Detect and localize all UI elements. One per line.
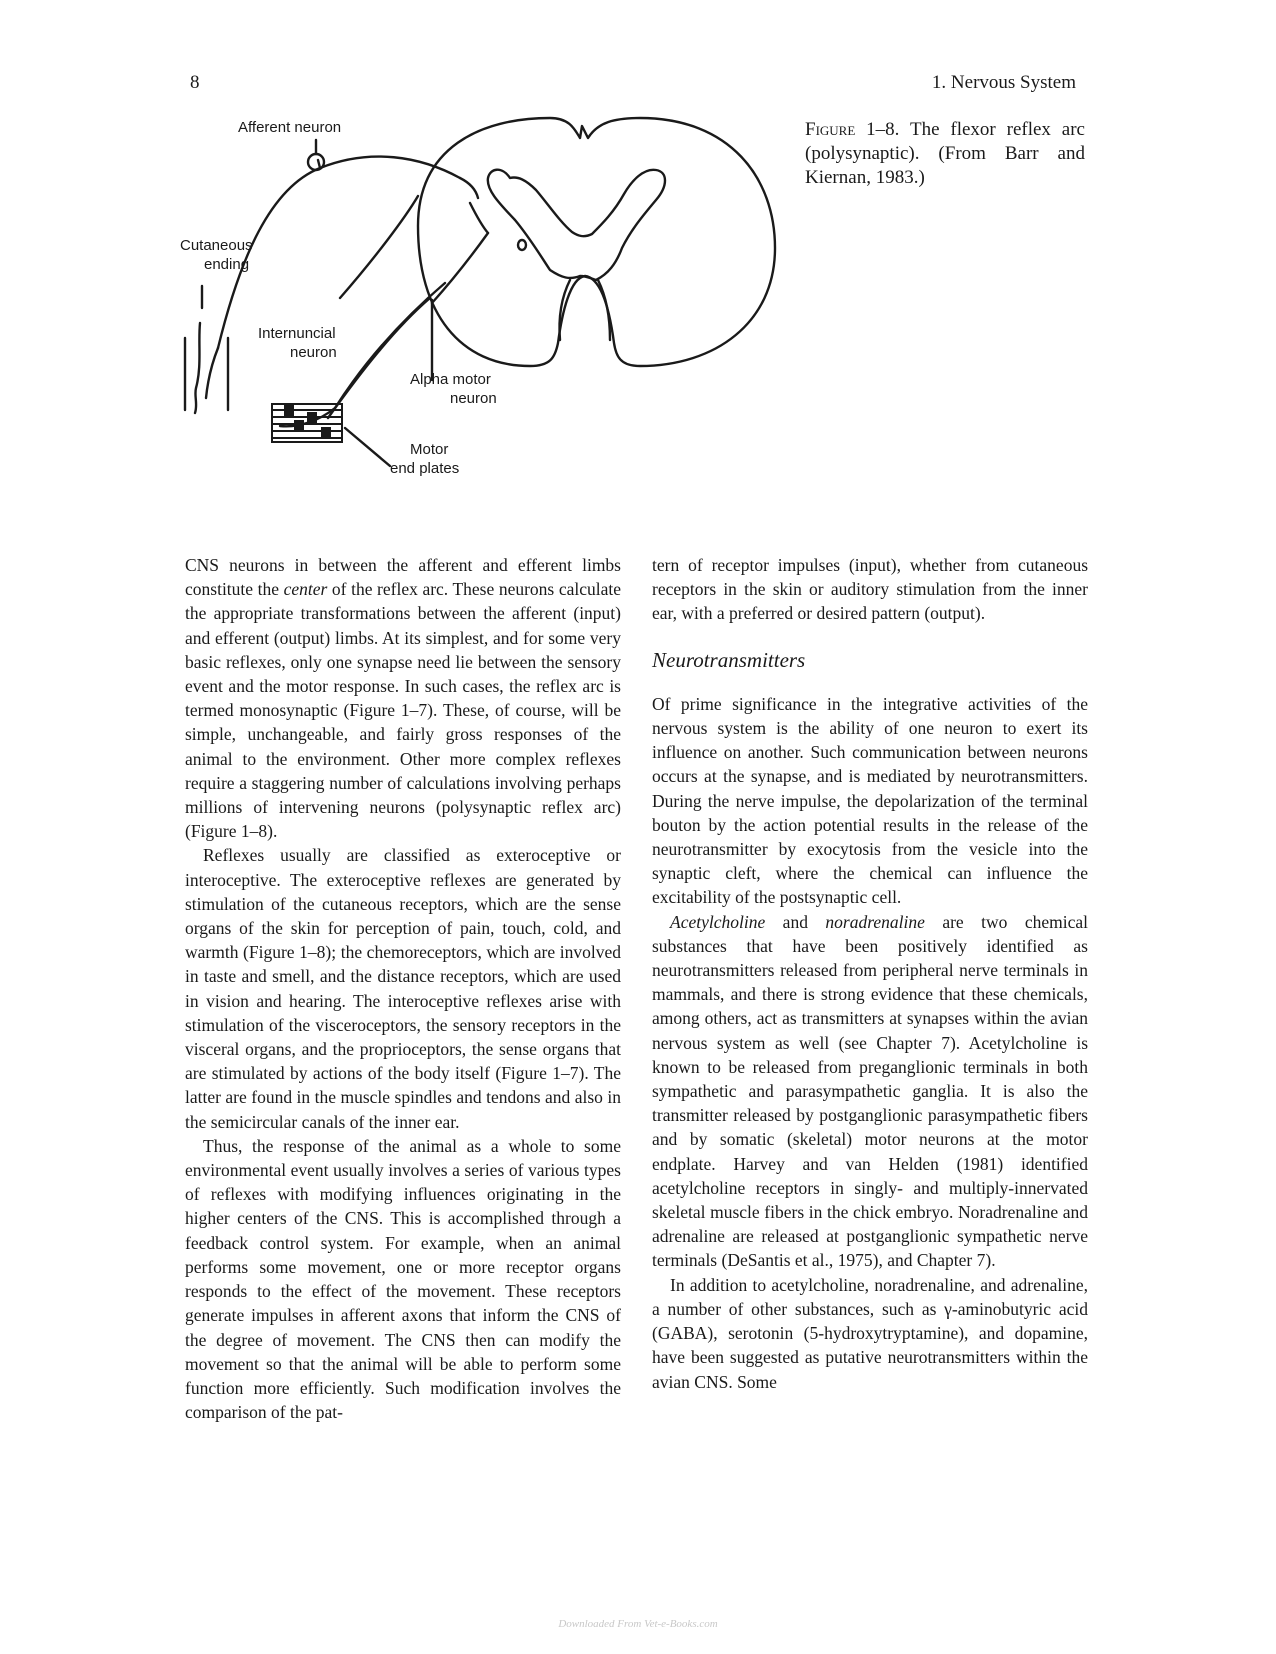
grey-matter [488,170,665,280]
caption-label: Figure 1–8. [805,119,900,140]
paragraph: Of prime significance in the integrative activities of the nervous system is the ability of one neuron to exert its influence on another. Such communication between neurons occurs at the synapse, and is mediated by neurotransmitters. During the nerve impulse, the depolarization of the terminal bouton by the action potential results in the release of the neurotransmitter by exocytosis from the vesicle into the synaptic cleft, where the chemical can influence the excitability of the postsynaptic cell. [652,693,1088,908]
section-heading: Neurotransmitters [652,647,806,672]
central-canal [518,240,526,250]
label-cutaneous-1: Cutaneous [180,237,253,254]
label-afferent-neuron: Afferent neuron [238,119,342,136]
reflex-arc-figure [170,108,810,528]
paragraph: Thus, the response of the animal as a whole to some environmental event usually involves a series of various types of reflexes with modifying influences originating in the higher centers of the CNS. This is accomplished through a feedback control system. For example, when an animal performs some movement, one or more receptor organs responds to the effect of the movement. These receptors generate impulses in afferent axons that inform the CNS of the degree of movement. The CNS then can modify the movement so that the animal will be able to perform some function more efficiently. Such modification involves the comparison of the pat- [185,1135,621,1423]
label-alpha-1: Alpha motor [410,371,491,388]
caption-text: The flexor reflex arc (polysynaptic). (From Barr and Kiernan, 1983.) [805,119,1085,188]
figure-caption [805,118,1085,190]
page-number: 8 [190,72,200,93]
label-motor-1: Motor [410,441,449,458]
label-internuncial-2: neuron [290,344,337,361]
internuncial-connection [470,203,488,233]
paragraph: tern of receptor impulses (input), whether from cutaneous receptors in the skin or auditory stimulation from the inner ear, with a preferred or desired pattern (output). [652,555,1088,624]
watermark: Downloaded From Vet-e-Books.com [558,1618,718,1630]
right-column [652,553,1088,1394]
paragraph: CNS neurons in between the afferent and efferent limbs constitute the center of the reflex arc. These neurons calculate the appropriate transformations between the afferent (input) and efferent (output) limbs. At its simplest, and for some very basic reflexes, only one synapse need lie between the sensory event and the motor response. In such cases, the reflex arc is termed monosynaptic (Figure 1–7). These, of course, will be simple, unchangeable, and fairly gross responses of the animal to the environment. Other more complex reflexes require a staggering number of calculations involving perhaps millions of intervening neurons (polysynaptic reflex arc) (Figure 1–8). [185,555,621,842]
afferent-cell-body [308,154,324,170]
label-internuncial-1: Internuncial [258,325,336,342]
alpha-motor-axon [335,283,445,408]
left-column [185,553,621,1424]
spinal-cord-outline [418,118,775,366]
label-alpha-2: neuron [450,390,497,407]
label-motor-2: end plates [390,460,460,477]
label-cutaneous-2: ending [204,256,250,273]
paragraph: Reflexes usually are classified as exteroceptive or interoceptive. The exteroceptive reflexes are generated by stimulation of the cutaneous receptors, which are the sense organs of the skin for perception of pain, touch, cold, and warmth (Figure 1–8); the chemoreceptors, which are involved in taste and smell, and the distance receptors, which are used in vision and hearing. The interoceptive reflexes arise with stimulation of the visceroceptors, the sensory receptors in the visceral organs, and the proprioceptors, the sense organs that are stimulated by actions of the body itself (Figure 1–7). The latter are found in the muscle spindles and tendons and also in the semicircular canals of the inner ear. [185,845,621,1132]
muscle-fibers [272,404,342,442]
cutaneous-ending [206,348,218,398]
paragraph: In addition to acetylcholine, noradrenaline, and adrenaline, a number of other substances, such as γ-aminobutyric acid (GABA), serotonin (5-hydroxytryptamine), and dopamine, have been suggested as putative neurotransmitters within the avian CNS. Some [652,1274,1088,1392]
paragraph: Acetylcholine and noradrenaline are two chemical substances that have been positively identified as neurotransmitters released from peripheral nerve terminals in mammals, and there is strong evidence that these chemicals, among others, act as transmitters at synapses within the avian nervous system as well (see Chapter 7). Acetylcholine is known to be released from preganglionic terminals in both sympathetic and parasympathetic ganglia. It is also the transmitter released by postganglionic parasympathetic fibers and by somatic (skeletal) motor neurons at the motor endplate. Harvey and van Helden (1981) identified acetylcholine receptors in singly- and multiply-innervated skeletal muscle fibers in the chick embryo. Noradrenaline and adrenaline are released at postganglionic sympathetic nerve terminals (DeSantis et al., 1975), and Chapter 7). [652,911,1088,1271]
running-head: 1. Nervous System [931,72,1076,93]
